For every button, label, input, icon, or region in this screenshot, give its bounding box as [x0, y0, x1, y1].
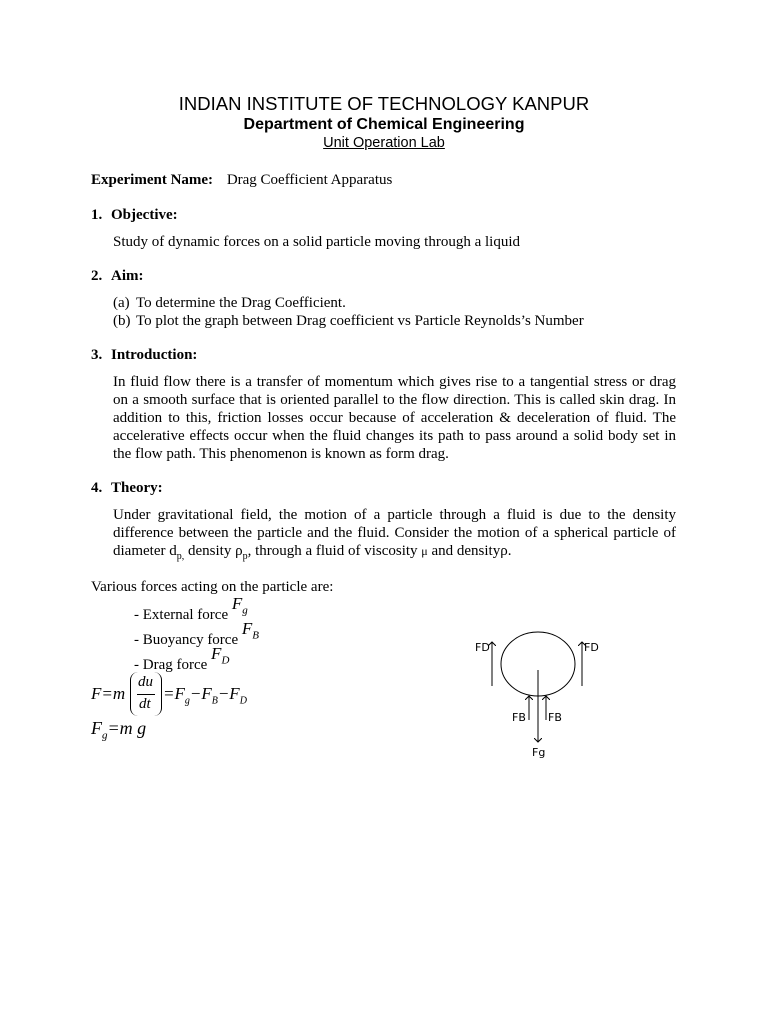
section-title: Introduction: [111, 347, 198, 363]
experiment-value: Drag Coefficient Apparatus [226, 172, 393, 188]
label-fd-right: FD [584, 641, 599, 654]
equation-weight: $F_g=m$ g [91, 718, 147, 742]
mu-symbol: μ [421, 544, 428, 558]
section-number: 2. [91, 268, 103, 284]
equation-numerator: du [138, 674, 153, 690]
aim-item-b [113, 312, 584, 330]
label-fg: Fg [532, 746, 546, 759]
fraction-bar [137, 694, 155, 695]
theory-text-part: density ρ [184, 543, 243, 559]
section-objective-heading [91, 207, 178, 224]
force-item-external [134, 594, 248, 629]
force-item-buoyancy [134, 619, 259, 654]
section-number: 3. [91, 347, 103, 363]
institute-title: INDIAN INSTITUTE OF TECHNOLOGY KANPUR [178, 93, 590, 114]
aim-marker: (b) [113, 313, 131, 329]
objective-text: Study of dynamic forces on a solid particle moving through a liquid [113, 234, 521, 250]
equation-lhs: F=m [91, 684, 126, 703]
forces-intro: Various forces acting on the particle are: [91, 579, 334, 595]
section-theory-heading [91, 480, 163, 497]
aim-item-a [113, 294, 346, 312]
aim-text: To determine the Drag Coefficient. [136, 295, 346, 311]
section-aim-heading [91, 268, 144, 285]
label-fb-left: FB [512, 711, 526, 724]
subscript: p [242, 551, 248, 562]
force-symbol: $F_g$ [231, 594, 248, 617]
equation-rhs: $=F_g-F_B-F_D$ [163, 684, 247, 707]
experiment-line [91, 171, 392, 189]
subscript: p, [176, 551, 185, 562]
theory-text-part: Under gravitational field, the motion of a particle through a fluid is due to the density difference between the particle and the fluid. Consider the motion of a spherical particle of diameter d [113, 507, 676, 559]
section-number: 1. [91, 207, 103, 223]
force-symbol: $F_B$ [241, 619, 259, 642]
force-label: - External force [134, 607, 229, 623]
section-number: 4. [91, 480, 103, 496]
experiment-label: Experiment Name: [91, 172, 214, 188]
label-fb-right: FB [548, 711, 562, 724]
theory-text-part: , through a fluid of viscosity [247, 543, 422, 559]
section-title: Aim: [111, 268, 144, 284]
section-title: Theory: [111, 480, 163, 496]
department-title: Department of Chemical Engineering [243, 116, 525, 133]
label-fd-left: FD [475, 641, 490, 654]
force-symbol: $F_D$ [211, 644, 230, 667]
section-title: Objective: [111, 207, 178, 223]
introduction-text: In fluid flow there is a transfer of momentum which gives rise to a tangential stress or drag on a smooth surface that is oriented parallel to the flow direction. This is called skin drag. In addition to this, friction losses occur because of acceleration & deceleration of fluid. The accelerative effects occur when the fluid changes its path to pass around a solid body set in the flow path. This phenomenon is known as form drag. [113, 374, 676, 462]
lab-title: Unit Operation Lab [323, 135, 445, 151]
section-introduction-heading [91, 347, 197, 364]
equation-denominator: dt [139, 696, 151, 712]
force-label: - Buoyancy force [134, 632, 239, 648]
force-label: - Drag force [134, 657, 208, 673]
aim-marker: (a) [113, 295, 130, 311]
theory-text-part: and densityρ. [427, 543, 512, 559]
force-diagram [460, 620, 620, 770]
theory-text [113, 506, 676, 566]
aim-text: To plot the graph between Drag coefficient vs Particle Reynolds’s Number [136, 313, 584, 329]
